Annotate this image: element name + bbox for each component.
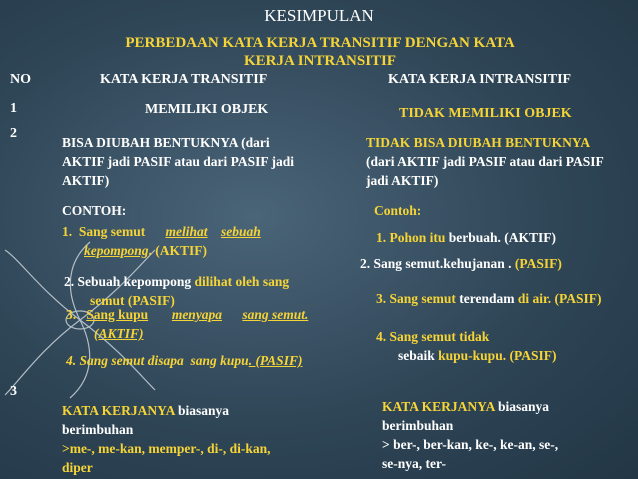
row2-transitif-line-3: AKTIF) — [62, 173, 110, 188]
page-title: KESIMPULAN — [264, 6, 374, 25]
header-transitif: KATA KERJA TRANSITIF — [100, 72, 268, 87]
row3-intransitif: KATA KERJANYA biasanya berimbuhan > ber-, ber-kan, ke-, ke-an, se-, se-nya, ter- — [382, 399, 559, 471]
row2-intransitif-line-1: TIDAK BISA DIUBAH BENTUKNYA — [366, 135, 591, 150]
example-left-3: 3. Sang kupu menyapa sang semut. (AKTIF) — [66, 307, 309, 341]
row2-intransitif-line-2: (dari AKTIF jadi PASIF atau dari PASIF — [366, 154, 604, 169]
row3-transitif: KATA KERJANYA biasanya berimbuhan >me-, me-kan, memper-, di-, di-kan, diper — [62, 403, 271, 475]
example-right-1: 1. Pohon itu berbuah. (AKTIF) — [376, 230, 557, 245]
row2-transitif — [62, 133, 352, 190]
example-left-4: 4. Sang semut disapa sang kupu. (PASIF) — [66, 353, 303, 368]
subtitle-line-2: KERJA INTRANSITIF — [243, 53, 397, 69]
example-left-2: 2. Sebuah kepompong dilihat oleh sang semut (PASIF) — [64, 274, 290, 308]
row1-transitif: MEMILIKI OBJEK — [145, 102, 269, 117]
example-right-4: 4. Sang semut tidak sebaik kupu-kupu. (PASIF) — [376, 329, 557, 363]
example-right-3: 3. Sang semut terendam di air. (PASIF) — [376, 291, 602, 306]
contoh-label-left: CONTOH: — [62, 203, 127, 218]
row2-transitif-line-1: BISA DIUBAH BENTUKNYA (dari — [62, 135, 270, 150]
contoh-label-right: Contoh: — [374, 203, 422, 218]
subtitle-line-1: PERBEDAAN KATA KERJA TRANSITIF DENGAN KATA — [125, 35, 515, 51]
row-number-3: 3 — [10, 384, 17, 399]
row-number-1: 1 — [10, 101, 17, 116]
row1-intransitif: TIDAK MEMILIKI OBJEK — [399, 106, 572, 121]
example-left-1: 1. Sang semut melihat sebuah kepompong. (AKTIF) — [62, 224, 261, 258]
header-no: NO — [10, 72, 31, 87]
example-right-2: 2. Sang semut.kehujanan . (PASIF) — [360, 256, 562, 271]
row2-intransitif — [366, 133, 638, 190]
header-intransitif: KATA KERJA INTRANSITIF — [388, 72, 572, 87]
row2-transitif-line-2: AKTIF jadi PASIF atau dari PASIF jadi — [62, 154, 295, 169]
row-number-2: 2 — [10, 126, 17, 141]
page-subtitle — [60, 34, 580, 70]
row2-intransitif-line-3: jadi AKTIF) — [366, 173, 439, 188]
